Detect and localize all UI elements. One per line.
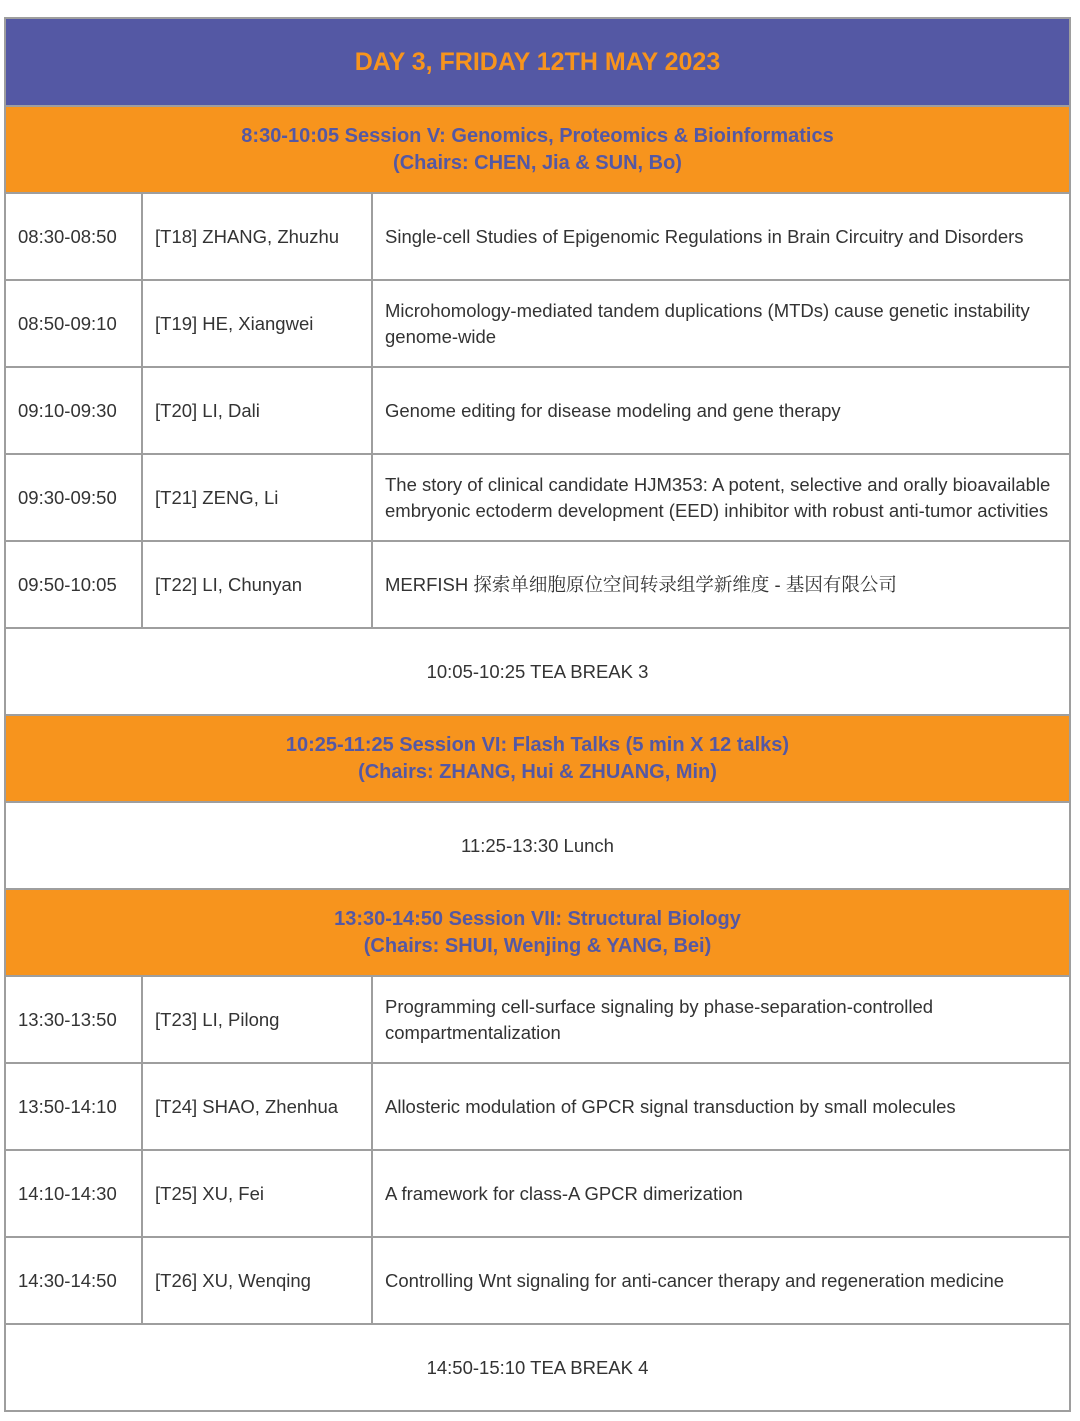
talk-speaker: [T22] LI, Chunyan	[142, 541, 372, 628]
break-row	[5, 628, 1070, 715]
talk-row	[5, 1237, 1070, 1324]
session-title: 13:30-14:50 Session VII: Structural Biology	[334, 907, 741, 930]
session-chairs: (Chairs: SHUI, Wenjing & YANG, Bei)	[363, 934, 712, 957]
day-header-row	[5, 18, 1070, 106]
talk-time: 13:50-14:10	[5, 1063, 142, 1150]
session-header	[5, 106, 1070, 193]
talk-title: Single-cell Studies of Epigenomic Regulations in Brain Circuitry and Disorders	[372, 193, 1070, 280]
talk-row	[5, 280, 1070, 367]
talk-time: 14:10-14:30	[5, 1150, 142, 1237]
talk-title: Programming cell-surface signaling by phase-separation-controlled compartmentalization	[372, 976, 1070, 1063]
talk-row	[5, 1150, 1070, 1237]
talk-time: 14:30-14:50	[5, 1237, 142, 1324]
talk-time: 13:30-13:50	[5, 976, 142, 1063]
talk-title: Genome editing for disease modeling and gene therapy	[372, 367, 1070, 454]
session-header-row	[5, 106, 1070, 193]
break-label: 10:05-10:25 TEA BREAK 3	[5, 628, 1070, 715]
talk-time: 08:50-09:10	[5, 280, 142, 367]
talk-title: A framework for class-A GPCR dimerization	[372, 1150, 1070, 1237]
session-header	[5, 715, 1070, 802]
session-title: 10:25-11:25 Session VI: Flash Talks (5 min X 12 talks)	[285, 733, 790, 756]
day-header: DAY 3, FRIDAY 12TH MAY 2023	[5, 18, 1070, 106]
session-header	[5, 889, 1070, 976]
talk-row	[5, 454, 1070, 541]
break-row	[5, 802, 1070, 889]
talk-row	[5, 193, 1070, 280]
talk-speaker: [T25] XU, Fei	[142, 1150, 372, 1237]
session-header-row	[5, 889, 1070, 976]
break-row	[5, 1324, 1070, 1411]
talk-title: Allosteric modulation of GPCR signal transduction by small molecules	[372, 1063, 1070, 1150]
schedule-table	[4, 17, 1071, 1412]
break-label: 14:50-15:10 TEA BREAK 4	[5, 1324, 1070, 1411]
talk-title: The story of clinical candidate HJM353: A potent, selective and orally bioavailable embryonic ectoderm development (EED) inhibitor with robust anti-tumor activities	[372, 454, 1070, 541]
talk-speaker: [T18] ZHANG, Zhuzhu	[142, 193, 372, 280]
talk-speaker: [T21] ZENG, Li	[142, 454, 372, 541]
talk-time: 08:30-08:50	[5, 193, 142, 280]
session-chairs: (Chairs: ZHANG, Hui & ZHUANG, Min)	[358, 760, 717, 783]
talk-title: Controlling Wnt signaling for anti-cancer therapy and regeneration medicine	[372, 1237, 1070, 1324]
session-chairs: (Chairs: CHEN, Jia & SUN, Bo)	[393, 151, 682, 174]
talk-speaker: [T23] LI, Pilong	[142, 976, 372, 1063]
talk-time: 09:30-09:50	[5, 454, 142, 541]
talk-row	[5, 976, 1070, 1063]
session-header-row	[5, 715, 1070, 802]
talk-title: Microhomology-mediated tandem duplications (MTDs) cause genetic instability genome-wide	[372, 280, 1070, 367]
break-label: 11:25-13:30 Lunch	[5, 802, 1070, 889]
talk-title: MERFISH 探索单细胞原位空间转录组学新维度 - 基因有限公司	[372, 541, 1070, 628]
talk-row	[5, 1063, 1070, 1150]
talk-row	[5, 367, 1070, 454]
talk-speaker: [T19] HE, Xiangwei	[142, 280, 372, 367]
talk-time: 09:50-10:05	[5, 541, 142, 628]
talk-speaker: [T26] XU, Wenqing	[142, 1237, 372, 1324]
talk-row	[5, 541, 1070, 628]
talk-speaker: [T24] SHAO, Zhenhua	[142, 1063, 372, 1150]
session-title: 8:30-10:05 Session V: Genomics, Proteomics & Bioinformatics	[241, 124, 834, 147]
talk-time: 09:10-09:30	[5, 367, 142, 454]
talk-speaker: [T20] LI, Dali	[142, 367, 372, 454]
